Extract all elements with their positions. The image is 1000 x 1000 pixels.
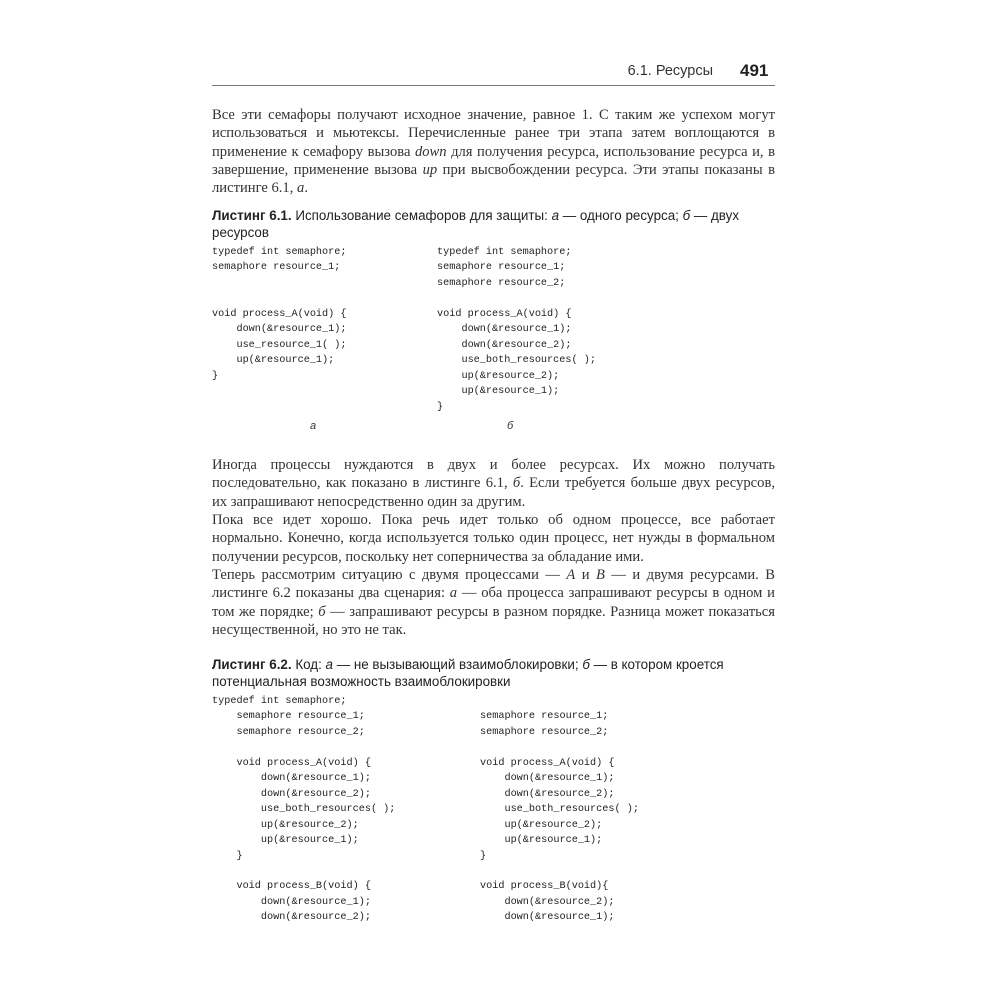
text: — одного ресурса; — [559, 208, 683, 223]
listing-2-code-a: typedef int semaphore; semaphore resource_1; semaphore resource_2; void process_A(void) { down(&resource_1); down(&resource_2); use_both_resources( ); up(&resource_2); up(&resource_1); } void process_B(void) { down(&resource_1); down(&resource_2); — [212, 696, 396, 924]
text: Иногда процессы нуждаются в двух и более ресурсах. Их можно получать последовательно, как показано в листинге 6.1, — [212, 457, 775, 492]
text: Все эти семафоры получают исходное значение, равное 1. С таким же успехом могут использоваться и мьютексы. Перечисленные ранее три этапа затем воплощаются в применение к семафору вызова — [212, 107, 775, 160]
paragraph-2 — [212, 456, 775, 511]
listing-1-label-a: а — [310, 420, 317, 432]
emphasis: A — [566, 567, 576, 583]
text: Использование семафоров для защиты: — [291, 208, 552, 223]
paragraph-3 — [212, 511, 775, 566]
header-rule — [212, 85, 775, 86]
running-header-section: 6.1. Ресурсы — [627, 63, 713, 79]
text: — оба процесса запрашивают ресурсы в одном и том же порядке; — [212, 585, 775, 620]
text: и — [575, 567, 597, 583]
text: Теперь рассмотрим ситуацию с двумя процессами — — [212, 567, 567, 583]
text: . — [304, 180, 308, 197]
listing-label: Листинг 6.2. — [212, 657, 292, 672]
emphasis: down — [414, 143, 447, 160]
text: при высвобождении ресурса. Эти этапы показаны в листинге 6.1, — [212, 161, 775, 197]
listing-1-code-a: typedef int semaphore; semaphore resource_1; void process_A(void) { down(&resource_1); use_resource_1( ); up(&resource_1); } — [212, 247, 347, 382]
text: Пока все идет хорошо. Пока речь идет только об одном процессе, все работает нормально. Конечно, когда используется только один процесс, нет нужды в формальном получении ресурсов, поскольку нет соперничества за обладание ими. — [212, 512, 775, 565]
emphasis: up — [422, 161, 438, 178]
listing-1-code-b: typedef int semaphore; semaphore resource_1; semaphore resource_2; void process_A(void) { down(&resource_1); down(&resource_2); use_both_resources( ); up(&resource_2); up(&resource_1); } — [437, 247, 596, 413]
emphasis: б — [512, 475, 521, 492]
emphasis: б — [318, 603, 326, 620]
listing-1-caption — [212, 208, 775, 241]
emphasis: б — [682, 208, 691, 223]
paragraph-4 — [212, 566, 775, 639]
text: . Если требуется больше двух ресурсов, их запрашивают непосредственно один за другим. — [212, 475, 775, 510]
page-number: 491 — [740, 61, 769, 80]
emphasis: B — [596, 567, 605, 583]
text: — не вызывающий взаимоблокировки; — [332, 657, 583, 672]
emphasis: б — [582, 657, 590, 672]
text: — и двумя ресурсами. В листинге 6.2 показаны два сценария: — [212, 567, 776, 602]
listing-2-caption — [212, 657, 775, 690]
emphasis: а — [449, 585, 458, 602]
listing-2-code-b: semaphore resource_1; semaphore resource_2; void process_A(void) { down(&resource_1); down(&resource_2); use_both_resources( ); up(&resource_2); up(&resource_1); } void process_B(void){ down(&resource_2); down(&resource_1); — [480, 711, 639, 924]
text: Код: — [291, 657, 326, 672]
text: для получения ресурса, использование ресурса и, в завершение, применение вызова — [212, 143, 775, 178]
emphasis: а — [297, 180, 305, 197]
emphasis: а — [325, 657, 333, 672]
text: — запрашивают ресурсы в разном порядке. Разница может показаться несущественной, но это не так. — [212, 603, 775, 638]
emphasis: а — [551, 208, 560, 223]
listing-label: Листинг 6.1. — [212, 208, 292, 223]
paragraph-1 — [212, 106, 775, 197]
listing-1-label-b: б — [507, 420, 514, 432]
text: — в котором кроется потенциальная возможность взаимоблокировки — [212, 657, 724, 689]
text: — двух ресурсов — [212, 208, 740, 240]
